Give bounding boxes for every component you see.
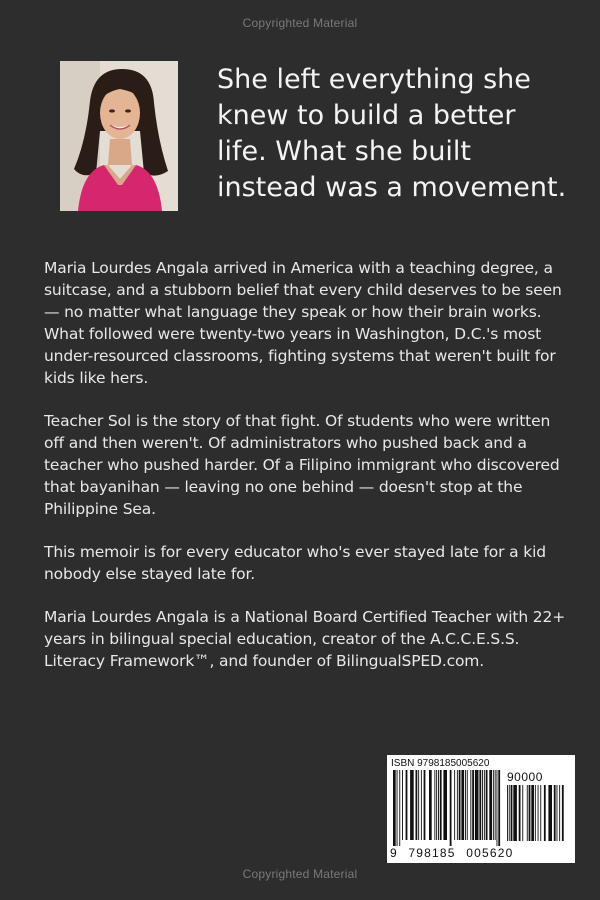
barcode-bar bbox=[557, 785, 558, 841]
barcode-bar bbox=[472, 770, 474, 840]
barcode-bar bbox=[438, 770, 439, 840]
headline-line-4: instead was a movement. bbox=[217, 172, 567, 203]
barcode-bar bbox=[402, 770, 403, 840]
isbn-barcode-icon bbox=[393, 770, 503, 846]
barcode-bar bbox=[424, 770, 426, 840]
barcode-bar bbox=[470, 770, 471, 840]
blurb-paragraph-2: Teacher Sol is the story of that fight. Of students who were written off and then weren't. Of administrators who pushed back and a teacher who pushed harder. Of a Filipino immigrant who discovered that bayanihan — leaving no one behind — doesn't stop at the Philippine Sea. bbox=[44, 412, 560, 518]
barcode-bar bbox=[421, 770, 422, 840]
barcode-bar bbox=[406, 770, 408, 840]
barcode-bar bbox=[465, 770, 466, 840]
barcode-bar bbox=[559, 785, 560, 841]
blurb-paragraph-3: This memoir is for every educator who's ever stayed late for a kid nobody else stayed late for. bbox=[44, 543, 546, 583]
barcode-bar bbox=[459, 770, 461, 840]
blurb-paragraph-1: Maria Lourdes Angala arrived in America with a teaching degree, a suitcase, and a stubborn belief that every child deserves to be seen — no matter what language they speak or how their brain works. What followed were twenty-two years in Washington, D.C.'s most under-resourced classrooms, fighting systems that weren't built for kids like hers. bbox=[44, 259, 562, 387]
barcode-bar bbox=[509, 785, 510, 841]
barcode-bar bbox=[531, 785, 534, 841]
barcode-bar bbox=[538, 785, 539, 841]
price-barcode-icon bbox=[507, 785, 569, 847]
isbn-label: ISBN 9798185005620 bbox=[391, 758, 490, 769]
watermark-top: Copyrighted Material bbox=[242, 16, 358, 30]
barcode-bar bbox=[548, 785, 552, 841]
isbn-digits bbox=[390, 846, 513, 860]
barcode-bar bbox=[457, 770, 458, 840]
barcode-bar bbox=[440, 770, 442, 840]
barcode-bar bbox=[544, 785, 546, 841]
barcode-bar bbox=[497, 770, 498, 846]
barcode-bar bbox=[467, 770, 468, 840]
barcode-bar bbox=[393, 770, 396, 846]
barcode-bar bbox=[527, 785, 528, 841]
author-portrait-icon bbox=[60, 61, 178, 211]
barcode-bar bbox=[562, 785, 564, 841]
barcode-bar bbox=[399, 770, 400, 846]
blurb bbox=[44, 257, 574, 693]
barcode-bar bbox=[535, 785, 536, 841]
author-photo bbox=[60, 61, 178, 211]
barcode-bar bbox=[443, 770, 447, 840]
barcode-bar bbox=[434, 770, 435, 840]
barcode-bar bbox=[416, 770, 418, 840]
barcode-bar bbox=[489, 770, 492, 840]
headline-line-2: knew to build a better bbox=[217, 100, 516, 131]
barcode-bar bbox=[498, 770, 500, 846]
headline-line-3: life. What she built bbox=[217, 136, 472, 167]
price-code: 90000 bbox=[507, 770, 543, 784]
barcode-bar bbox=[397, 770, 398, 846]
barcode-bar bbox=[519, 785, 521, 841]
barcode-bar bbox=[482, 770, 483, 840]
headline bbox=[217, 62, 587, 206]
barcode-bar bbox=[450, 770, 452, 846]
barcode-box bbox=[387, 755, 575, 863]
headline-line-1: She left everything she bbox=[217, 64, 531, 95]
barcode-bar bbox=[507, 785, 508, 841]
barcode-bar bbox=[522, 785, 523, 841]
barcode-bar bbox=[454, 770, 455, 840]
barcode-bar bbox=[486, 770, 488, 840]
barcode-bar bbox=[495, 770, 496, 840]
barcode-bar bbox=[429, 770, 432, 840]
barcode-bar bbox=[554, 785, 556, 841]
isbn-digit-group-1: 798185 bbox=[408, 846, 456, 860]
barcode-bar bbox=[410, 770, 414, 840]
isbn-digit-group-2: 005620 bbox=[466, 846, 514, 860]
barcode-bar bbox=[479, 770, 481, 840]
barcode-bar bbox=[461, 770, 464, 840]
barcode-bar bbox=[511, 785, 513, 841]
barcode-bar bbox=[436, 770, 437, 840]
author-bio: Maria Lourdes Angala is a National Board Certified Teacher with 22+ years in bilingual special education, creator of the A.C.C.E.S.S. Literacy Framework™, and founder of BilingualSPED.com. bbox=[44, 608, 566, 670]
barcode-bar bbox=[475, 770, 479, 840]
barcode-bar bbox=[540, 785, 541, 841]
barcode-bar bbox=[493, 770, 494, 840]
barcode-bar bbox=[529, 785, 531, 841]
barcode-bar bbox=[513, 785, 517, 841]
watermark-bottom: Copyrighted Material bbox=[242, 867, 358, 881]
barcode-bar bbox=[484, 770, 485, 840]
isbn-digit-first: 9 bbox=[390, 846, 398, 860]
barcode-bar bbox=[418, 770, 419, 840]
